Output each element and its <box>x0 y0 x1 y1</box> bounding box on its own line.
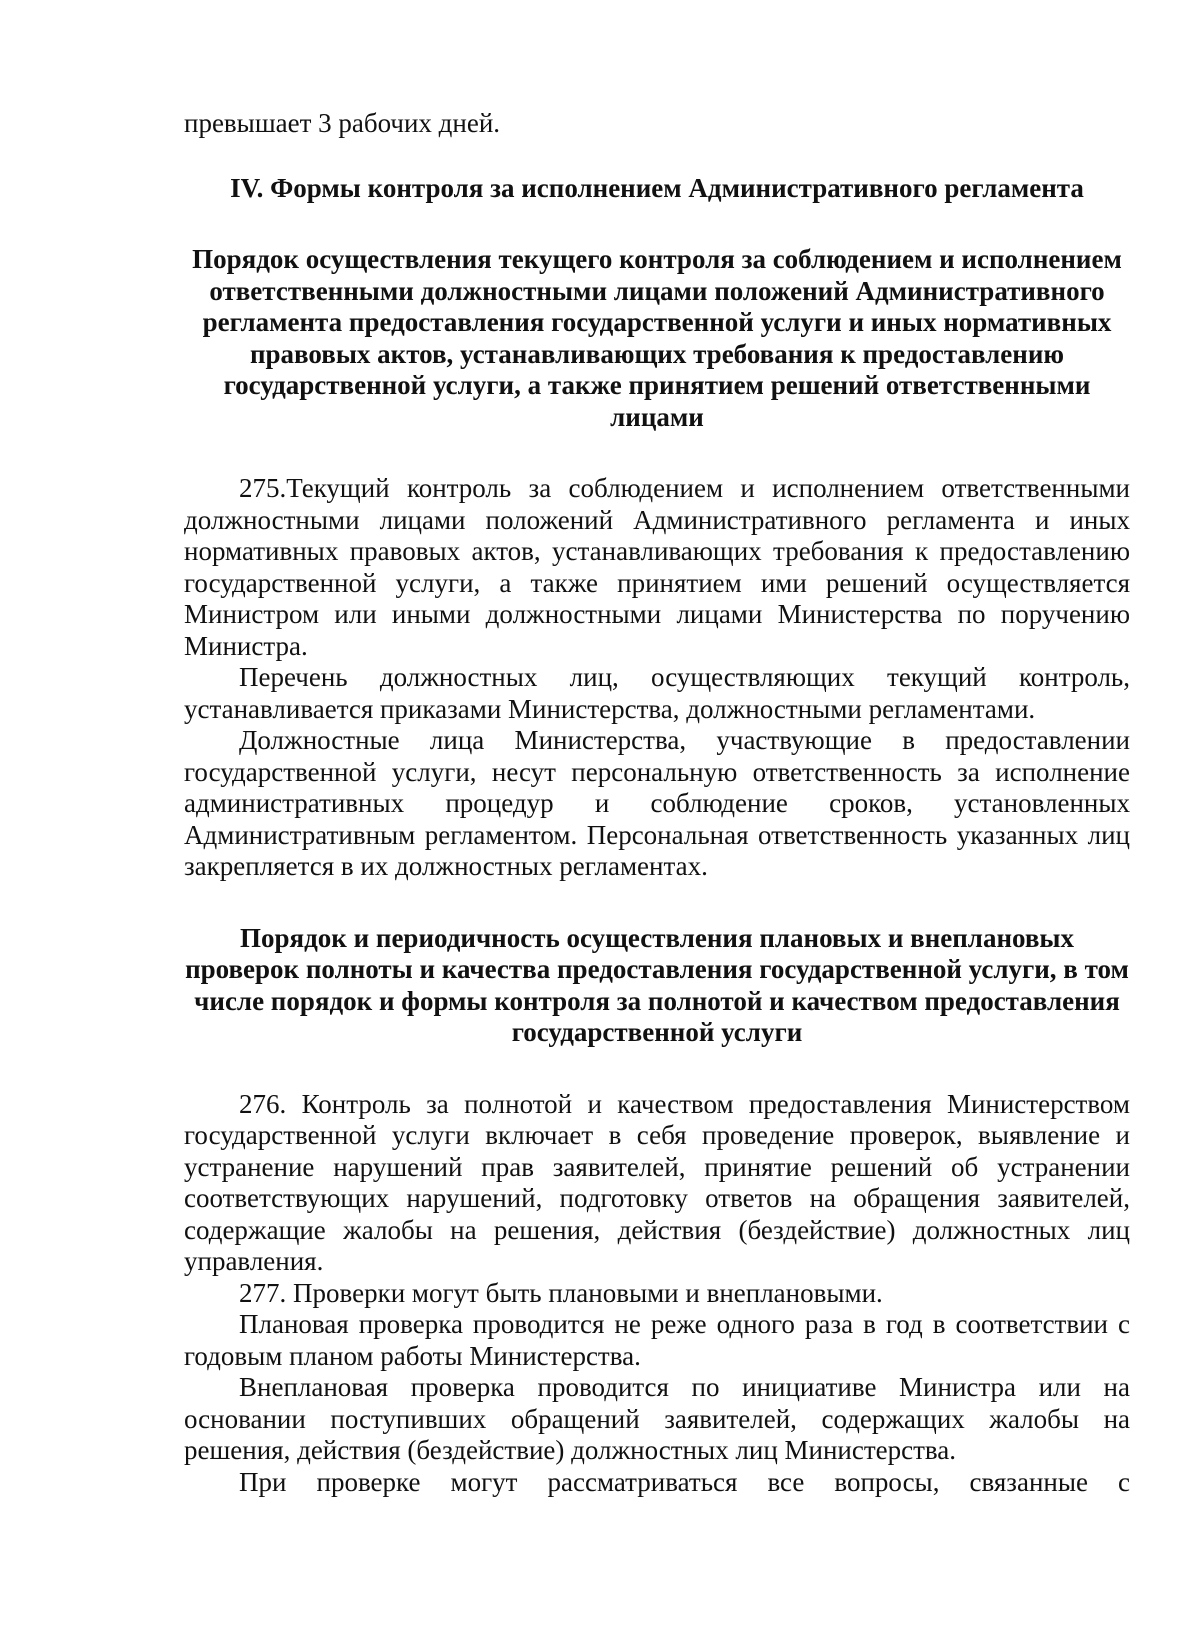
paragraph-275: 275.Текущий контроль за соблюдением и исполнением ответственными должностными лицами положений Административного регламента и иных нормативных правовых актов, устанавливающих требования к предоставлению государственной услуги, а также принятием ими решений осуществляется Министром или иными должностными лицами Министерства по поручению Министра. <box>184 473 1130 661</box>
subsection-title-inspections: Порядок и периодичность осуществления плановых и внеплановых проверок полноты и качества предоставления государственной услуги, в том числе порядок и формы контроля за полнотой и качеством предоставления государственной услуги <box>185 922 1129 1047</box>
document-page <box>184 108 1130 1498</box>
paragraph-277-scope: При проверке могут рассматриваться все вопросы, связанные с <box>239 1466 1130 1497</box>
paragraph-275-responsibility: Должностные лица Министерства, участвующие в предоставлении государственной услуги, несут персональную ответственность за исполнение административных процедур и соблюдение сроков, установленных Административным регламентом. Персональная ответственность указанных лиц закрепляется в их должностных регламентах. <box>184 725 1130 881</box>
paragraph-277-planned: Плановая проверка проводится не реже одного раза в год в соответствии с годовым планом работы Министерства. <box>184 1309 1130 1371</box>
section-title: IV. Формы контроля за исполнением Административного регламента <box>230 172 1084 203</box>
continuation-text: превышает 3 рабочих дней. <box>184 108 501 138</box>
paragraph-277-unplanned: Внеплановая проверка проводится по инициативе Министра или на основании поступивших обращений заявителей, содержащих жалобы на решения, действия (бездействие) должностных лиц Министерства. <box>184 1372 1130 1465</box>
paragraph-276: 276. Контроль за полнотой и качеством предоставления Министерством государственной услуги включает в себя проведение проверок, выявление и устранение нарушений прав заявителей, принятие решений об устранении соответствующих нарушений, подготовку ответов на обращения заявителей, содержащие жалобы на решения, действия (бездействие) должностных лиц управления. <box>184 1088 1130 1276</box>
paragraph-277: 277. Проверки могут быть плановыми и внеплановыми. <box>239 1277 883 1308</box>
paragraph-275-officials-list: Перечень должностных лиц, осуществляющих текущий контроль, устанавливается приказами Министерства, должностными регламентами. <box>184 662 1130 724</box>
subsection-title-current-control: Порядок осуществления текущего контроля за соблюдением и исполнением ответственными должностными лицами положений Административного регламента предоставления государственной услуги и иных нормативных правовых актов, устанавливающих требования к предоставлению государственной услуги, а также принятием решений ответственными лицами <box>192 244 1122 432</box>
